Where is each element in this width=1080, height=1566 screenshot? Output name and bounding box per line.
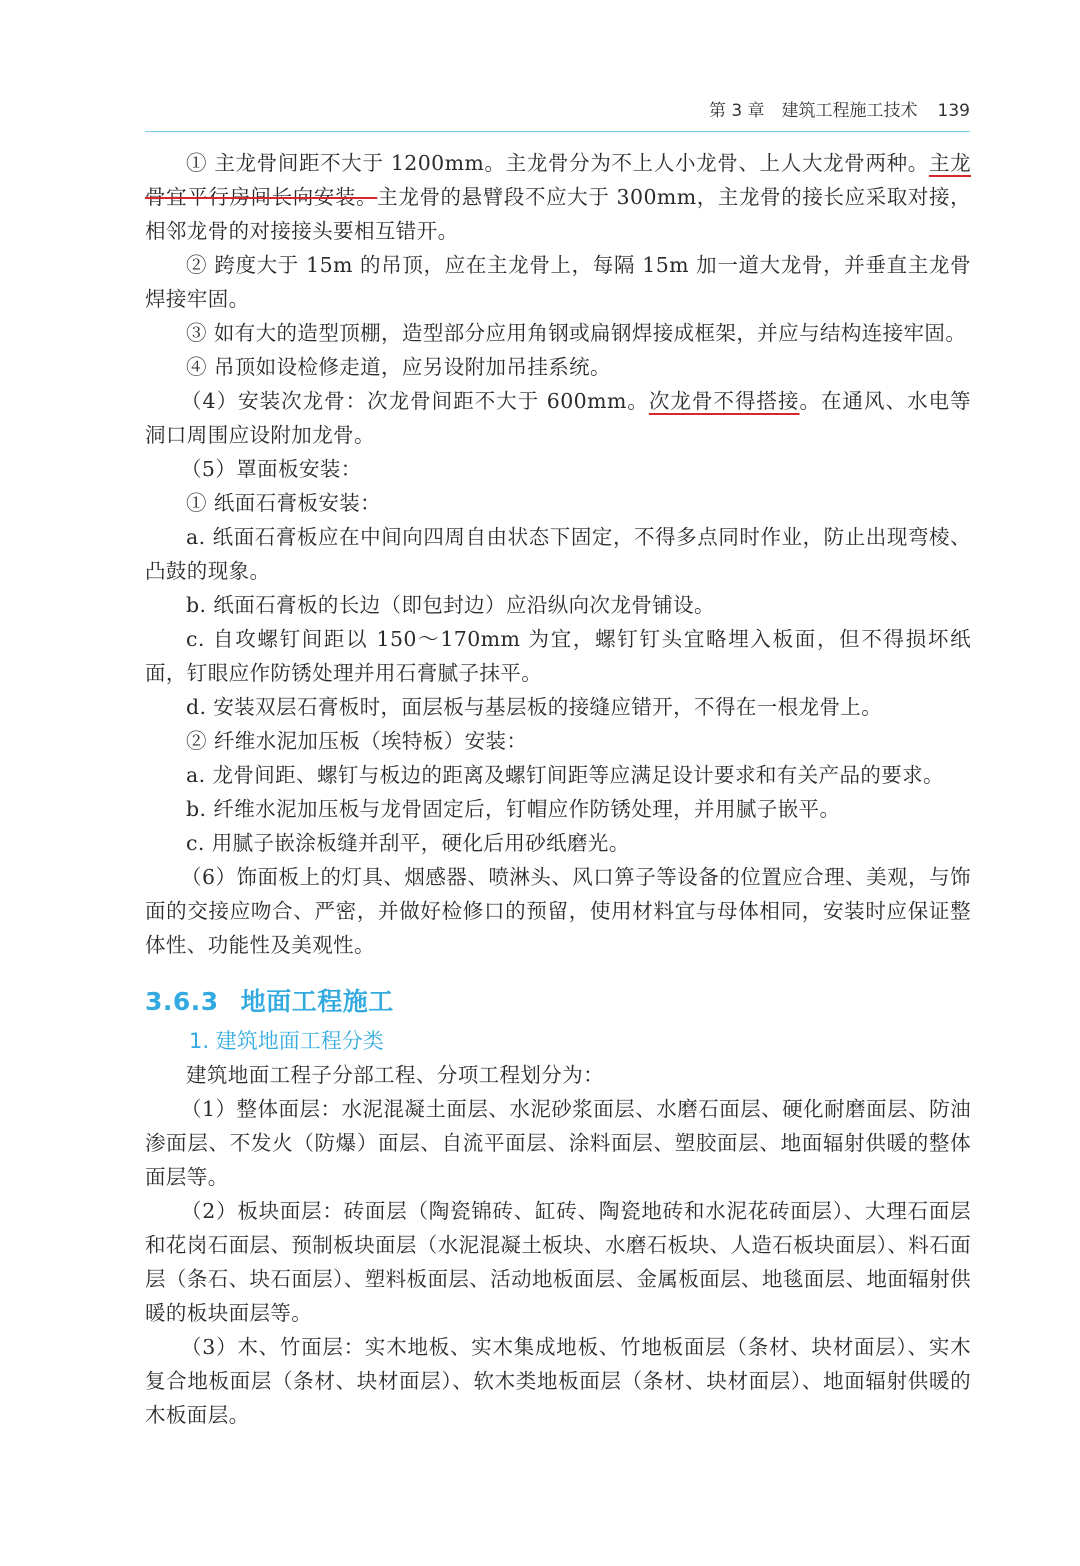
- section-number: 3.6.3: [145, 987, 219, 1016]
- list-item: b. 纸面石膏板的长边（即包封边）应沿纵向次龙骨铺设。: [186, 593, 715, 617]
- red-underline-annotation: 主龙: [928, 151, 971, 175]
- paragraph-text: 。在通风、水电等洞口周围应设附加龙骨。: [145, 389, 972, 447]
- paragraph-main-keel: [145, 146, 971, 248]
- list-item: d. 安装双层石膏板时，面层板与基层板的接缝应错开，不得在一根龙骨上。: [186, 695, 883, 719]
- list-item: （3）木、竹面层：实木地板、实木集成地板、竹地板面层（条材、块材面层）、实木复合地板面层（条材、块材面层）、软木类地板面层（条材、块材面层）、地面辐射供暖的木板面层。: [145, 1335, 971, 1427]
- section-title: 地面工程施工: [240, 987, 394, 1016]
- paragraph-gypsum-board: ① 纸面石膏板安装：: [186, 491, 382, 515]
- paragraph-walkway: ④ 吊顶如设检修走道，应另设附加吊挂系统。: [186, 355, 611, 379]
- paragraph-text: （4）安装次龙骨：次龙骨间距不大于 600mm。: [181, 389, 649, 413]
- running-header: [0, 96, 970, 121]
- section-heading: [145, 984, 971, 1020]
- red-underline-annotation: 次龙骨不得搭接: [648, 389, 800, 413]
- list-item: （2）板块面层：砖面层（陶瓷锦砖、缸砖、陶瓷地砖和水泥花砖面层）、大理石面层和花岗石面层、预制板块面层（水泥混凝土板块、水磨石板块、人造石板块面层）、料石面层（条石、块石面层）、塑料板面层、活动地板面层、金属板面层、地毯面层、地面辐射供暖的板块面层等。: [145, 1199, 971, 1325]
- header-divider: [145, 131, 970, 132]
- paragraph-span: ② 跨度大于 15m 的吊顶，应在主龙骨上，每隔 15m 加一道大龙骨，并垂直主龙骨焊接牢固。: [145, 253, 971, 311]
- list-item: c. 用腻子嵌涂板缝并刮平，硬化后用砂纸磨光。: [186, 831, 630, 855]
- paragraph-text: 主龙骨的悬臂段不应大于 300mm，主龙骨的接长应采取对接，相邻龙骨的对接接头要相互错开。: [145, 185, 971, 243]
- paragraph-text: ① 主龙骨间距不大于 1200mm。主龙骨分为不上人小龙骨、上人大龙骨两种。: [186, 151, 929, 175]
- red-strike-annotation: 骨宜平行房间长向安装。: [145, 185, 378, 209]
- list-item: a. 纸面石膏板应在中间向四周自由状态下固定，不得多点同时作业，防止出现弯棱、凸鼓的现象。: [145, 525, 971, 583]
- paragraph-secondary-keel: [145, 384, 971, 452]
- list-item: b. 纤维水泥加压板与龙骨固定后，钉帽应作防锈处理，并用腻子嵌平。: [186, 797, 841, 821]
- chapter-title: 第 3 章 建筑工程施工技术: [708, 101, 918, 121]
- list-item: a. 龙骨间距、螺钉与板边的距离及螺钉间距等应满足设计要求和有关产品的要求。: [186, 763, 944, 787]
- page-number: 139: [937, 101, 970, 121]
- paragraph-fixtures: （6）饰面板上的灯具、烟感器、喷淋头、风口箅子等设备的位置应合理、美观，与饰面的交接应吻合、严密，并做好检修口的预留，使用材料宜与母体相同，安装时应保证整体性、功能性及美观性。: [145, 865, 971, 957]
- paragraph-floor-intro: 建筑地面工程子分部工程、分项工程划分为：: [186, 1063, 604, 1087]
- list-item: c. 自攻螺钉间距以 150～170mm 为宜，螺钉钉头宜略埋入板面，但不得损坏纸面，钉眼应作防锈处理并用石膏腻子抹平。: [145, 627, 971, 685]
- paragraph-panel-install: （5）罩面板安装：: [181, 457, 362, 481]
- paragraph-ceiling: ③ 如有大的造型顶棚，造型部分应用角钢或扁钢焊接成框架，并应与结构连接牢固。: [186, 321, 967, 345]
- list-item: （1）整体面层：水泥混凝土面层、水泥砂浆面层、水磨石面层、硬化耐磨面层、防油渗面层、不发火（防爆）面层、自流平面层、涂料面层、塑胶面层、地面辐射供暖的整体面层等。: [145, 1097, 971, 1189]
- page-body: [145, 146, 971, 1432]
- subsection-heading: 1. 建筑地面工程分类: [189, 1029, 384, 1053]
- paragraph-cement-board: ② 纤维水泥加压板（埃特板）安装：: [186, 729, 528, 753]
